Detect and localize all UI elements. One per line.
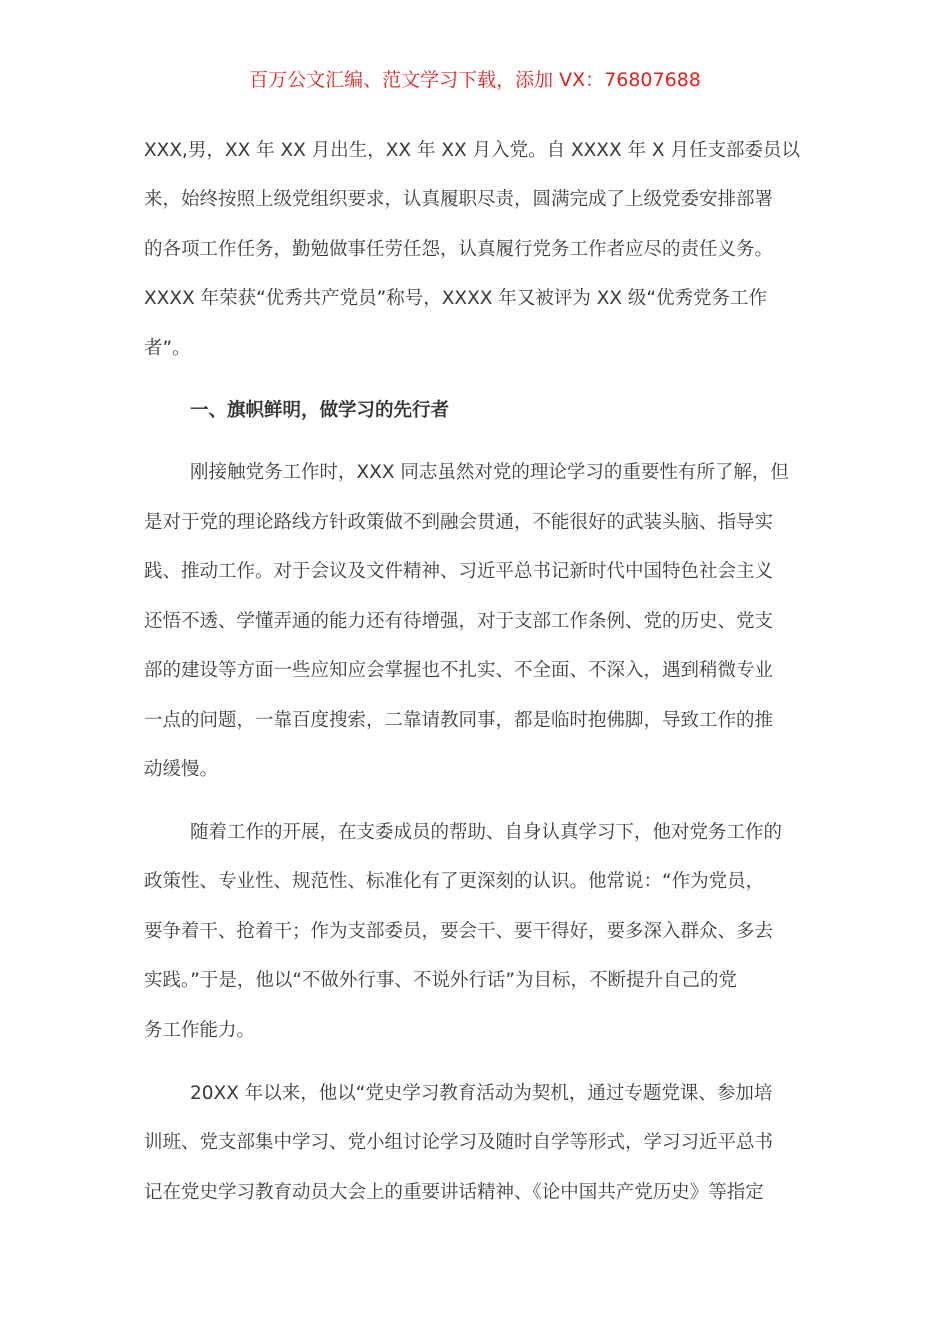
intro-line: 的各项工作任务，勤勉做事任劳任怨，认真履行党务工作者应尽的责任义务。 (144, 239, 774, 260)
paragraph-line: 是对于党的理论路线方针政策做不到融会贯通，不能很好的武装头脑、指导实 (144, 512, 774, 533)
section-heading: 一、旗帜鲜明，做学习的先行者 (190, 400, 450, 421)
intro-line: 者”。 (144, 338, 191, 359)
paragraph-line: 要争着干、抢着干；作为支部委员，要会干、要干得好，要多深入群众、多去 (144, 921, 774, 942)
paragraph-line: 部的建设等方面一些应知应会掌握也不扎实、不全面、不深入，遇到稍微专业 (144, 660, 774, 681)
paragraph-line: 动缓慢。 (144, 759, 219, 780)
intro-line: XXXX 年荣获“优秀共产党员”称号，XXXX 年又被评为 XX 级“优秀党务工作 (144, 288, 768, 309)
paragraph-line: 训班、党支部集中学习、党小组讨论学习及随时自学等形式，学习习近平总书 (144, 1132, 774, 1153)
paragraph-line: 20XX 年以来，他以“党史学习教育活动为契机，通过专题党课、参加培 (190, 1083, 773, 1104)
paragraph-line: 还悟不透、学懂弄通的能力还有待增强，对于支部工作条例、党的历史、党支 (144, 611, 774, 632)
paragraph-line: 践、推动工作。对于会议及文件精神、习近平总书记新时代中国特色社会主义 (144, 561, 774, 582)
watermark-header: 百万公文汇编、范文学习下载，添加 VX：76807688 (249, 69, 701, 91)
intro-line: XXX,男，XX 年 XX 月出生，XX 年 XX 月入党。自 XXXX 年 X 月任支部委员以 (144, 140, 800, 161)
paragraph-line: 一点的问题，一靠百度搜索，二靠请教同事，都是临时抱佛脚，导致工作的推 (144, 710, 774, 731)
paragraph-line: 实践。”于是，他以“不做外行事、不说外行话”为目标，不断提升自己的党 (144, 970, 738, 991)
paragraph-line: 刚接触党务工作时，XXX 同志虽然对党的理论学习的重要性有所了解，但 (190, 462, 789, 483)
paragraph-line: 随着工作的开展，在支委成员的帮助、自身认真学习下，他对党务工作的 (190, 822, 783, 843)
paragraph-line: 务工作能力。 (144, 1020, 256, 1041)
paragraph-line: 政策性、专业性、规范性、标准化有了更深刻的认识。他常说：“作为党员， (144, 871, 765, 892)
paragraph-line: 记在党史学习教育动员大会上的重要讲话精神、《论中国共产党历史》等指定 (144, 1182, 764, 1203)
intro-line: 来，始终按照上级党组织要求，认真履职尽责，圆满完成了上级党委安排部署 (144, 189, 774, 210)
